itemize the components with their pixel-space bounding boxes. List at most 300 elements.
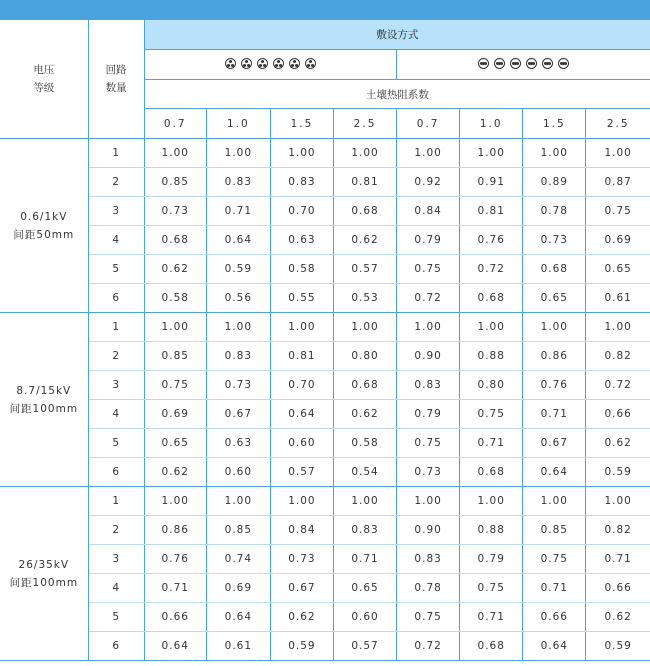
circuit-count-cell: [88, 139, 144, 168]
factor-cell: [586, 255, 650, 284]
factor-cell: [270, 313, 333, 342]
resistivity-value: [586, 109, 650, 139]
flat-cable-icon: [478, 58, 489, 69]
factor-cell: [523, 197, 586, 226]
circuit-count-text: 4: [112, 408, 120, 420]
factor-cell: [206, 429, 270, 458]
factor-cell: [144, 487, 206, 516]
factor-cell: [523, 255, 586, 284]
factor-cell: [586, 313, 650, 342]
factor-value: 0.70: [288, 205, 316, 217]
factor-value: 0.66: [540, 611, 568, 623]
factor-value: 0.61: [224, 640, 253, 652]
factor-value: 0.70: [288, 379, 316, 391]
factor-value: 1.00: [604, 147, 632, 159]
factor-cell: [270, 632, 333, 661]
voltage-header: [0, 20, 88, 139]
table-row: [0, 139, 650, 168]
table-row: [0, 545, 650, 574]
factor-value: 0.79: [477, 553, 505, 565]
circuit-count-text: 5: [112, 263, 120, 275]
factor-cell: [144, 603, 206, 632]
factor-cell: [333, 313, 396, 342]
factor-cell: [523, 284, 586, 313]
factor-cell: [144, 168, 206, 197]
factor-value: 1.00: [351, 495, 379, 507]
factor-cell: [144, 197, 206, 226]
factor-value: 0.65: [540, 292, 568, 304]
factor-value: 0.66: [161, 611, 189, 623]
factor-cell: [206, 632, 270, 661]
factor-value: 0.66: [604, 582, 632, 594]
factor-cell: [460, 313, 523, 342]
factor-cell: [206, 168, 270, 197]
factor-cell: [523, 516, 586, 545]
factor-cell: [397, 139, 460, 168]
factor-value: 0.69: [604, 234, 632, 246]
factor-cell: [397, 284, 460, 313]
factor-cell: [333, 429, 396, 458]
factor-value: 1.00: [477, 495, 505, 507]
factor-cell: [586, 168, 650, 197]
circuits-header-label: 回路 数量: [105, 64, 127, 94]
resistivity-value-text: 2.5: [353, 117, 377, 130]
factor-value: 1.00: [161, 321, 189, 333]
factor-cell: [523, 139, 586, 168]
factor-value: 0.67: [224, 408, 253, 420]
circuit-count-text: 5: [112, 611, 120, 623]
factor-cell: [586, 342, 650, 371]
factor-value: 0.78: [414, 582, 442, 594]
flat-cable-icon: [494, 58, 505, 69]
factor-cell: [206, 226, 270, 255]
factor-value: 0.65: [161, 437, 189, 449]
table-row: [0, 197, 650, 226]
factor-cell: [206, 284, 270, 313]
factor-cell: [270, 371, 333, 400]
factor-value: 0.90: [414, 350, 442, 362]
circuit-count-text: 1: [112, 321, 120, 333]
trefoil-arrangement-cell: [144, 50, 396, 80]
factor-cell: [333, 371, 396, 400]
circuit-count-text: 5: [112, 437, 120, 449]
table-row: [0, 458, 650, 487]
factor-value: 0.64: [540, 466, 568, 478]
factor-value: 0.79: [414, 408, 442, 420]
circuit-count-cell: [88, 603, 144, 632]
table-row: [0, 371, 650, 400]
factor-cell: [586, 197, 650, 226]
factor-value: 0.58: [288, 263, 316, 275]
table-row: [0, 632, 650, 661]
factor-cell: [460, 371, 523, 400]
factor-value: 0.66: [604, 408, 632, 420]
circuit-count-cell: [88, 487, 144, 516]
resistivity-value-text: 1.0: [226, 117, 250, 130]
table-row: [0, 516, 650, 545]
table-row: [0, 342, 650, 371]
factor-value: 0.75: [477, 582, 505, 594]
factor-value: 1.00: [224, 495, 253, 507]
factor-cell: [206, 371, 270, 400]
factor-cell: [144, 226, 206, 255]
circuit-count-cell: [88, 197, 144, 226]
factor-cell: [397, 632, 460, 661]
table-row: [0, 226, 650, 255]
factor-value: 0.72: [414, 640, 442, 652]
factor-value: 0.83: [414, 553, 442, 565]
resistivity-value: [523, 109, 586, 139]
factor-cell: [460, 458, 523, 487]
factor-cell: [333, 545, 396, 574]
factor-cell: [333, 255, 396, 284]
resistivity-value: [270, 109, 333, 139]
factor-value: 0.63: [224, 437, 253, 449]
factor-value: 0.71: [351, 553, 379, 565]
factor-cell: [586, 284, 650, 313]
factor-value: 0.57: [288, 466, 316, 478]
resistivity-value-text: 1.0: [479, 117, 503, 130]
soil-resistivity-label: 土壤热阻系数: [365, 88, 429, 101]
factor-value: 0.68: [351, 379, 379, 391]
factor-cell: [333, 603, 396, 632]
factor-cell: [397, 400, 460, 429]
factor-value: 0.85: [224, 524, 253, 536]
circuit-count-cell: [88, 632, 144, 661]
resistivity-value-text: 0.7: [416, 117, 440, 130]
factor-value: 0.81: [477, 205, 505, 217]
factor-value: 0.79: [414, 234, 442, 246]
factor-cell: [460, 574, 523, 603]
factor-value: 0.60: [224, 466, 253, 478]
factor-value: 0.74: [224, 553, 253, 565]
factor-cell: [586, 574, 650, 603]
factor-value: 0.83: [224, 350, 253, 362]
factor-value: 0.53: [351, 292, 379, 304]
factor-value: 0.71: [224, 205, 253, 217]
factor-cell: [586, 139, 650, 168]
factor-cell: [206, 197, 270, 226]
factor-cell: [460, 139, 523, 168]
factor-value: 0.82: [604, 524, 632, 536]
factor-value: 0.89: [540, 176, 568, 188]
factor-cell: [523, 603, 586, 632]
factor-value: 0.59: [288, 640, 316, 652]
factor-cell: [333, 168, 396, 197]
factor-value: 1.00: [224, 321, 253, 333]
factor-value: 0.68: [540, 263, 568, 275]
factor-value: 0.59: [224, 263, 253, 275]
factor-cell: [333, 458, 396, 487]
factor-cell: [523, 429, 586, 458]
factor-value: 1.00: [414, 321, 442, 333]
circuits-header: [88, 20, 144, 139]
factor-cell: [144, 400, 206, 429]
factor-cell: [460, 487, 523, 516]
factor-value: 0.60: [288, 437, 316, 449]
factor-cell: [523, 574, 586, 603]
factor-value: 0.58: [161, 292, 189, 304]
factor-cell: [270, 487, 333, 516]
trefoil-icon-group: [225, 58, 316, 69]
factor-cell: [397, 168, 460, 197]
factor-value: 0.60: [351, 611, 379, 623]
factor-cell: [270, 139, 333, 168]
factor-cell: [523, 632, 586, 661]
voltage-level-text: 8.7/15kV 间距100mm: [9, 384, 79, 415]
factor-cell: [270, 284, 333, 313]
factor-cell: [333, 516, 396, 545]
factor-cell: [270, 574, 333, 603]
circuit-count-text: 3: [112, 379, 120, 391]
factor-value: 0.62: [288, 611, 316, 623]
resistivity-value: [397, 109, 460, 139]
circuit-count-cell: [88, 400, 144, 429]
factor-cell: [206, 313, 270, 342]
factor-value: 0.65: [604, 263, 632, 275]
voltage-level-cell: [0, 313, 88, 487]
factor-cell: [586, 429, 650, 458]
circuit-count-cell: [88, 371, 144, 400]
factor-value: 0.80: [477, 379, 505, 391]
factor-cell: [460, 632, 523, 661]
circuit-count-cell: [88, 516, 144, 545]
factor-cell: [586, 226, 650, 255]
factor-value: 0.68: [477, 640, 505, 652]
table-row: [0, 429, 650, 458]
factor-value: 0.73: [161, 205, 189, 217]
factor-cell: [586, 603, 650, 632]
factor-cell: [523, 371, 586, 400]
factor-value: 0.78: [540, 205, 568, 217]
table-row: [0, 400, 650, 429]
factor-value: 0.73: [224, 379, 253, 391]
table-row: [0, 603, 650, 632]
factor-value: 0.81: [351, 176, 379, 188]
factor-value: 0.62: [604, 611, 632, 623]
factor-cell: [460, 603, 523, 632]
factor-value: 0.83: [224, 176, 253, 188]
factor-cell: [397, 516, 460, 545]
factor-cell: [206, 603, 270, 632]
factor-value: 1.00: [604, 495, 632, 507]
factor-value: 0.92: [414, 176, 442, 188]
factor-value: 1.00: [288, 147, 316, 159]
factor-value: 1.00: [540, 321, 568, 333]
factor-cell: [397, 342, 460, 371]
laying-method-header: [144, 20, 650, 50]
factor-cell: [460, 255, 523, 284]
table-row: [0, 255, 650, 284]
factor-cell: [523, 168, 586, 197]
voltage-level-cell: [0, 139, 88, 313]
factor-cell: [460, 168, 523, 197]
factor-value: 0.76: [540, 379, 568, 391]
factor-value: 0.82: [604, 350, 632, 362]
factor-cell: [144, 255, 206, 284]
circuit-count-text: 2: [112, 350, 120, 362]
factor-cell: [460, 429, 523, 458]
circuit-count-text: 1: [112, 495, 120, 507]
factor-cell: [270, 197, 333, 226]
factor-cell: [333, 226, 396, 255]
circuit-count-cell: [88, 284, 144, 313]
factor-cell: [270, 342, 333, 371]
table-row: [0, 574, 650, 603]
factor-value: 0.61: [604, 292, 632, 304]
factor-cell: [144, 545, 206, 574]
factor-cell: [333, 632, 396, 661]
factor-value: 0.80: [351, 350, 379, 362]
flat-arrangement-cell: [397, 50, 650, 80]
factor-value: 0.75: [540, 553, 568, 565]
factor-cell: [460, 516, 523, 545]
factor-cell: [144, 516, 206, 545]
factor-value: 0.85: [161, 350, 189, 362]
soil-resistivity-header: [144, 80, 650, 109]
factor-cell: [144, 313, 206, 342]
factor-value: 0.75: [604, 205, 632, 217]
factor-value: 0.54: [351, 466, 379, 478]
factor-value: 1.00: [477, 321, 505, 333]
factor-cell: [523, 458, 586, 487]
factor-cell: [206, 574, 270, 603]
factor-value: 0.71: [161, 582, 189, 594]
factor-value: 0.56: [224, 292, 253, 304]
circuit-count-text: 2: [112, 524, 120, 536]
factor-cell: [206, 342, 270, 371]
circuit-count-text: 3: [112, 553, 120, 565]
factor-cell: [144, 574, 206, 603]
factor-cell: [206, 516, 270, 545]
trefoil-cable-icon: [273, 58, 284, 69]
circuit-count-cell: [88, 226, 144, 255]
factor-cell: [270, 168, 333, 197]
factor-cell: [144, 371, 206, 400]
factor-cell: [206, 139, 270, 168]
factor-cell: [270, 226, 333, 255]
factor-value: 1.00: [351, 147, 379, 159]
factor-cell: [397, 313, 460, 342]
factor-value: 0.88: [477, 524, 505, 536]
factor-value: 0.58: [351, 437, 379, 449]
factor-value: 0.86: [540, 350, 568, 362]
factor-value: 0.88: [477, 350, 505, 362]
factor-cell: [270, 458, 333, 487]
factor-value: 0.75: [414, 611, 442, 623]
factor-value: 0.57: [351, 640, 379, 652]
circuit-count-cell: [88, 574, 144, 603]
factor-cell: [144, 429, 206, 458]
factor-value: 0.65: [351, 582, 379, 594]
factor-value: 1.00: [414, 495, 442, 507]
factor-cell: [333, 197, 396, 226]
circuit-count-cell: [88, 429, 144, 458]
factor-value: 1.00: [351, 321, 379, 333]
trefoil-cable-icon: [305, 58, 316, 69]
factor-value: 0.85: [161, 176, 189, 188]
circuit-count-text: 6: [112, 466, 120, 478]
factor-value: 0.62: [351, 234, 379, 246]
factor-value: 0.69: [224, 582, 253, 594]
factor-cell: [270, 400, 333, 429]
factor-cell: [586, 371, 650, 400]
flat-icon-group: [478, 58, 569, 69]
top-banner: [0, 0, 650, 20]
factor-cell: [333, 342, 396, 371]
factor-value: 0.91: [477, 176, 505, 188]
resistivity-value: [144, 109, 206, 139]
circuit-count-text: 1: [112, 147, 120, 159]
factor-value: 1.00: [604, 321, 632, 333]
trefoil-cable-icon: [257, 58, 268, 69]
factor-value: 0.73: [414, 466, 442, 478]
factor-cell: [206, 545, 270, 574]
circuit-count-cell: [88, 342, 144, 371]
factor-value: 0.76: [477, 234, 505, 246]
factor-value: 0.69: [161, 408, 189, 420]
factor-value: 0.62: [351, 408, 379, 420]
circuit-count-text: 4: [112, 234, 120, 246]
factor-value: 0.59: [604, 466, 632, 478]
factor-value: 0.72: [477, 263, 505, 275]
resistivity-value: [333, 109, 396, 139]
factor-value: 0.64: [540, 640, 568, 652]
factor-value: 0.67: [540, 437, 568, 449]
factor-value: 0.86: [161, 524, 189, 536]
resistivity-value: [460, 109, 523, 139]
factor-value: 0.83: [351, 524, 379, 536]
factor-cell: [206, 255, 270, 284]
factor-cell: [523, 487, 586, 516]
factor-value: 0.75: [414, 263, 442, 275]
factor-cell: [523, 226, 586, 255]
factor-cell: [460, 400, 523, 429]
factor-cell: [270, 603, 333, 632]
factor-cell: [144, 284, 206, 313]
factor-cell: [397, 226, 460, 255]
resistivity-value-text: 1.5: [290, 117, 314, 130]
factor-cell: [586, 458, 650, 487]
factor-value: 0.71: [477, 611, 505, 623]
factor-value: 0.73: [540, 234, 568, 246]
factor-cell: [144, 342, 206, 371]
factor-value: 0.84: [288, 524, 316, 536]
factor-value: 0.75: [477, 408, 505, 420]
factor-cell: [333, 487, 396, 516]
factor-value: 0.68: [477, 292, 505, 304]
circuit-count-cell: [88, 168, 144, 197]
circuit-count-text: 4: [112, 582, 120, 594]
factor-cell: [144, 632, 206, 661]
factor-value: 1.00: [161, 495, 189, 507]
factor-value: 1.00: [288, 495, 316, 507]
factor-value: 0.85: [540, 524, 568, 536]
factor-cell: [397, 197, 460, 226]
factor-cell: [586, 516, 650, 545]
factor-value: 0.62: [161, 466, 189, 478]
factor-value: 1.00: [540, 495, 568, 507]
factor-value: 1.00: [161, 147, 189, 159]
factor-value: 1.00: [224, 147, 253, 159]
correction-factor-table: [0, 20, 650, 661]
factor-cell: [586, 400, 650, 429]
factor-value: 0.57: [351, 263, 379, 275]
factor-value: 0.71: [540, 582, 568, 594]
circuit-count-cell: [88, 545, 144, 574]
flat-cable-icon: [510, 58, 521, 69]
resistivity-value: [206, 109, 270, 139]
